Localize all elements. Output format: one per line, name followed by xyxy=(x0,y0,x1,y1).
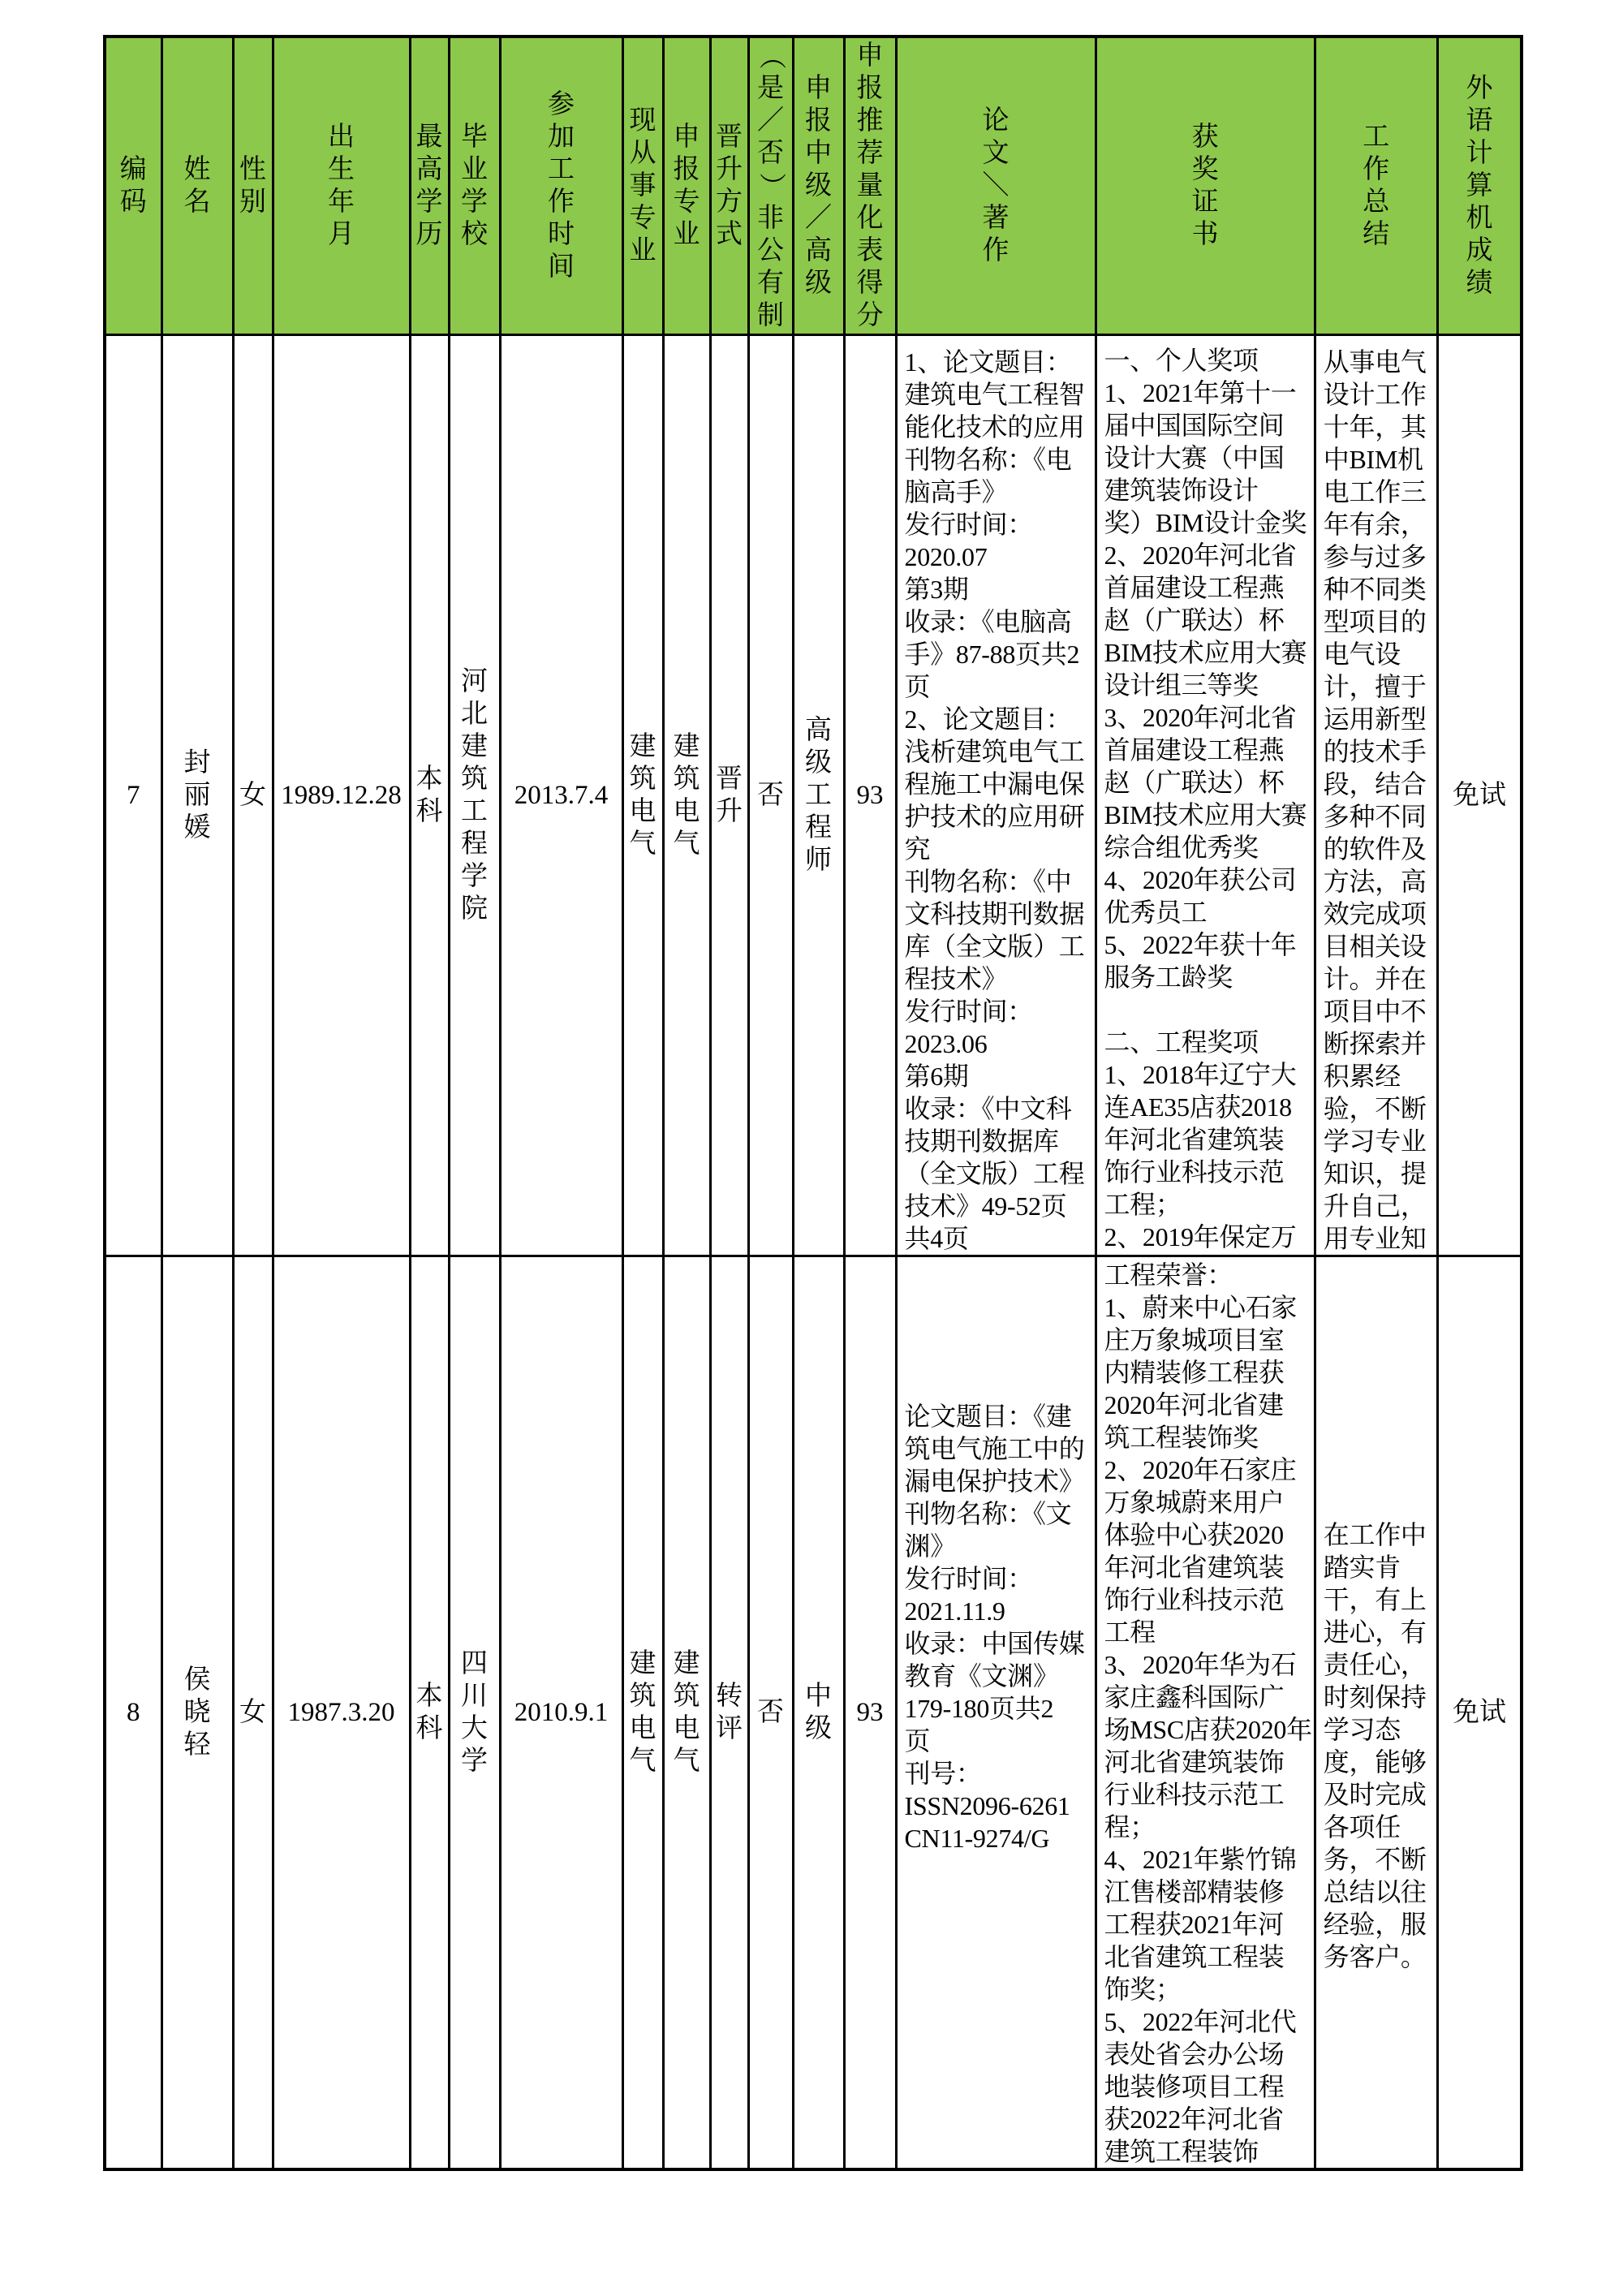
table-row-7 xyxy=(105,334,1522,1256)
cell-birth: 1989.12.28 xyxy=(273,334,410,1256)
vertical-text: 建 筑 电 气 xyxy=(673,1648,700,1776)
cell-non_public: 否 xyxy=(748,334,793,1256)
cell-education xyxy=(410,334,449,1256)
vertical-text: 本 科 xyxy=(415,1681,443,1743)
header-name xyxy=(161,37,233,334)
applicants-table xyxy=(103,35,1523,2171)
cell-gender: 女 xyxy=(233,1256,273,2169)
cell-lines: 从事电气 设计工作 十年，其 中BIM机 电工作三 年有余， 参与过多 种不同类 型项目的 电气设 计，擅于 运用新型 的技术手 段，结合 多种不同 的软件及 方法，高 效完成项 目相关设 计。并在 项目中不 断探索并 积累经 验，不断 学习专业 知识，提 升自己， 用专业知 xyxy=(1323,347,1427,1253)
table-header xyxy=(105,37,1522,334)
table-body xyxy=(105,334,1522,2169)
vertical-text: 晋 升 xyxy=(716,764,743,826)
cell-non_public: 否 xyxy=(748,1256,793,2169)
vertical-text: 河 北 建 筑 工 程 学 院 xyxy=(461,666,488,924)
table-row-8 xyxy=(105,1256,1522,2169)
vertical-text: 姓 名 xyxy=(183,154,211,217)
vertical-text: 本 科 xyxy=(415,764,443,826)
header-awards xyxy=(1096,37,1315,334)
header-gender xyxy=(233,37,273,334)
cell-lines: 一、个人奖项 1、2021年第十一 届中国国际空间 设计大赛（中国 建筑装饰设计 奖）BIM设计金奖 2、2020年河北省 首届建设工程燕 赵（广联达）杯 BIM技术应用大赛 设计组三等奖 3、2020年河北省 首届建设工程燕 赵（广联达）杯 BIM技术应用大赛 综合组优秀奖 4、2020年获公司 优秀员工 5、2022年获十年 服务工龄奖 二、工程奖项 1、2018年辽宁大 连AE35店获2018 年河北省建筑装 饰行业科技示范 工程； 2、2019年保定万 xyxy=(1104,345,1307,1251)
cell-score: 93 xyxy=(844,1256,896,2169)
vertical-text: 建 筑 电 气 xyxy=(629,731,657,859)
vertical-text: 外 语 计 算 机 成 绩 xyxy=(1466,73,1493,298)
cell-name xyxy=(161,334,233,1256)
vertical-text: 晋 升 方 式 xyxy=(716,122,743,249)
cell-work_start: 2013.7.4 xyxy=(500,334,622,1256)
cell-level xyxy=(793,334,844,1256)
cell-code: 7 xyxy=(105,334,161,1256)
cell-papers xyxy=(896,334,1096,1256)
cell-lines: 工程荣誉： 1、蔚来中心石家 庄万象城项目室 内精装修工程获 2020年河北省建 筑工程装饰奖 2、2020年石家庄 万象城蔚来用户 体验中心获2020 年河北省建筑装 饰行业科技示范 工程 3、2020年华为石 家庄鑫科国际广 场MSC店获2020年 河北省建筑装饰 行业科技示范工 程； 4、2021年紫竹锦 江售楼部精装修 工程获2021年河 北省建筑工程装 饰奖； 5、2022年河北代 表处省会办公场 地装修项目工程 获2022年河北省 建筑工程装饰 xyxy=(1104,1260,1312,2166)
cell-summary xyxy=(1315,1256,1437,2169)
header-summary xyxy=(1315,37,1437,334)
header-non_public xyxy=(748,37,793,334)
vertical-text: 建 筑 电 气 xyxy=(629,1648,657,1776)
cell-work_start: 2010.9.1 xyxy=(500,1256,622,2169)
vertical-text: 建 筑 电 气 xyxy=(673,731,700,859)
cell-lines: 1、论文题目： 建筑电气工程智 能化技术的应用 刊物名称：《电 脑高手》 发行时间： 2020.07 第3期 收录：《电脑高 手》87-88页共2 页 2、论文题目： 浅析建筑电气工 程施工中漏电保 护技术的应用研 究 刊物名称：《中 文科技期刊数据 库（全文版）工 程技术》 发行时间： 2023.06 第6期 收录：《中文科 技期刊数据库 （全文版）工程 技术》49-52页 共4页 xyxy=(904,347,1085,1253)
applicants-table-wrap xyxy=(103,35,1523,2171)
cell-school xyxy=(449,334,500,1256)
header-score xyxy=(844,37,896,334)
cell-lines: 在工作中 踏实肯 干，有上 进心，有 责任心， 时刻保持 学习态 度，能够 及时完成 各项任 务，不断 总结以往 经验，服 务客户。 xyxy=(1323,1519,1427,1971)
cell-school xyxy=(449,1256,500,2169)
cell-promotion xyxy=(710,1256,748,2169)
vertical-text: 最 高 学 历 xyxy=(415,122,443,249)
cell-name xyxy=(161,1256,233,2169)
cell-summary xyxy=(1315,334,1437,1256)
vertical-text: 申 报 推 荐 量 化 表 得 分 xyxy=(856,41,884,330)
vertical-text: 申 报 中 级 ／ 高 级 xyxy=(805,73,832,298)
cell-promotion xyxy=(710,334,748,1256)
vertical-text: 参 加 工 作 时 间 xyxy=(548,89,575,282)
cell-current_major xyxy=(622,334,663,1256)
vertical-text: 封 丽 媛 xyxy=(183,747,211,842)
vertical-text: 论 文 ＼ 著 作 xyxy=(982,106,1010,265)
vertical-text: 工 作 总 结 xyxy=(1363,122,1390,249)
cell-awards xyxy=(1096,1256,1315,2169)
vertical-text: 转 评 xyxy=(716,1681,743,1743)
cell-birth: 1987.3.20 xyxy=(273,1256,410,2169)
cell-awards xyxy=(1096,334,1315,1256)
cell-code: 8 xyxy=(105,1256,161,2169)
header-row xyxy=(105,37,1522,334)
cell-gender: 女 xyxy=(233,334,273,1256)
header-birth xyxy=(273,37,410,334)
vertical-text: 毕 业 学 校 xyxy=(461,122,488,249)
cell-declared_major xyxy=(663,1256,710,2169)
vertical-text: 编 码 xyxy=(119,154,147,217)
header-school xyxy=(449,37,500,334)
vertical-text: 高 级 工 程 师 xyxy=(805,715,832,875)
vertical-text: 现 从 事 专 业 xyxy=(629,106,657,265)
header-promotion xyxy=(710,37,748,334)
cell-education xyxy=(410,1256,449,2169)
cell-level xyxy=(793,1256,844,2169)
cell-foreign: 免试 xyxy=(1437,1256,1522,2169)
header-declared_major xyxy=(663,37,710,334)
header-level xyxy=(793,37,844,334)
header-code xyxy=(105,37,161,334)
header-education xyxy=(410,37,449,334)
vertical-text: 获 奖 证 书 xyxy=(1191,122,1219,249)
vertical-text: 出 生 年 月 xyxy=(328,122,355,249)
vertical-text: （ 是 ／ 否 ） 非 公 有 制 xyxy=(756,42,786,330)
header-work_start xyxy=(500,37,622,334)
vertical-text: 中 级 xyxy=(805,1681,832,1743)
cell-score: 93 xyxy=(844,334,896,1256)
header-papers xyxy=(896,37,1096,334)
cell-declared_major xyxy=(663,334,710,1256)
header-current_major xyxy=(622,37,663,334)
cell-papers xyxy=(896,1256,1096,2169)
cell-current_major xyxy=(622,1256,663,2169)
vertical-text: 性 别 xyxy=(239,154,266,217)
cell-lines: 论文题目：《建 筑电气施工中的 漏电保护技术》 刊物名称：《文 渊》 发行时间： 2021.11.9 收录：中国传媒 教育《文渊》 179-180页共2 页 刊号： ISSN2096-6261 CN11-9274/G xyxy=(904,1401,1085,1853)
cell-foreign: 免试 xyxy=(1437,334,1522,1256)
vertical-text: 申 报 专 业 xyxy=(673,122,700,249)
header-foreign xyxy=(1437,37,1522,334)
vertical-text: 四 川 大 学 xyxy=(461,1648,488,1776)
vertical-text: 侯 晓 轻 xyxy=(183,1665,211,1760)
